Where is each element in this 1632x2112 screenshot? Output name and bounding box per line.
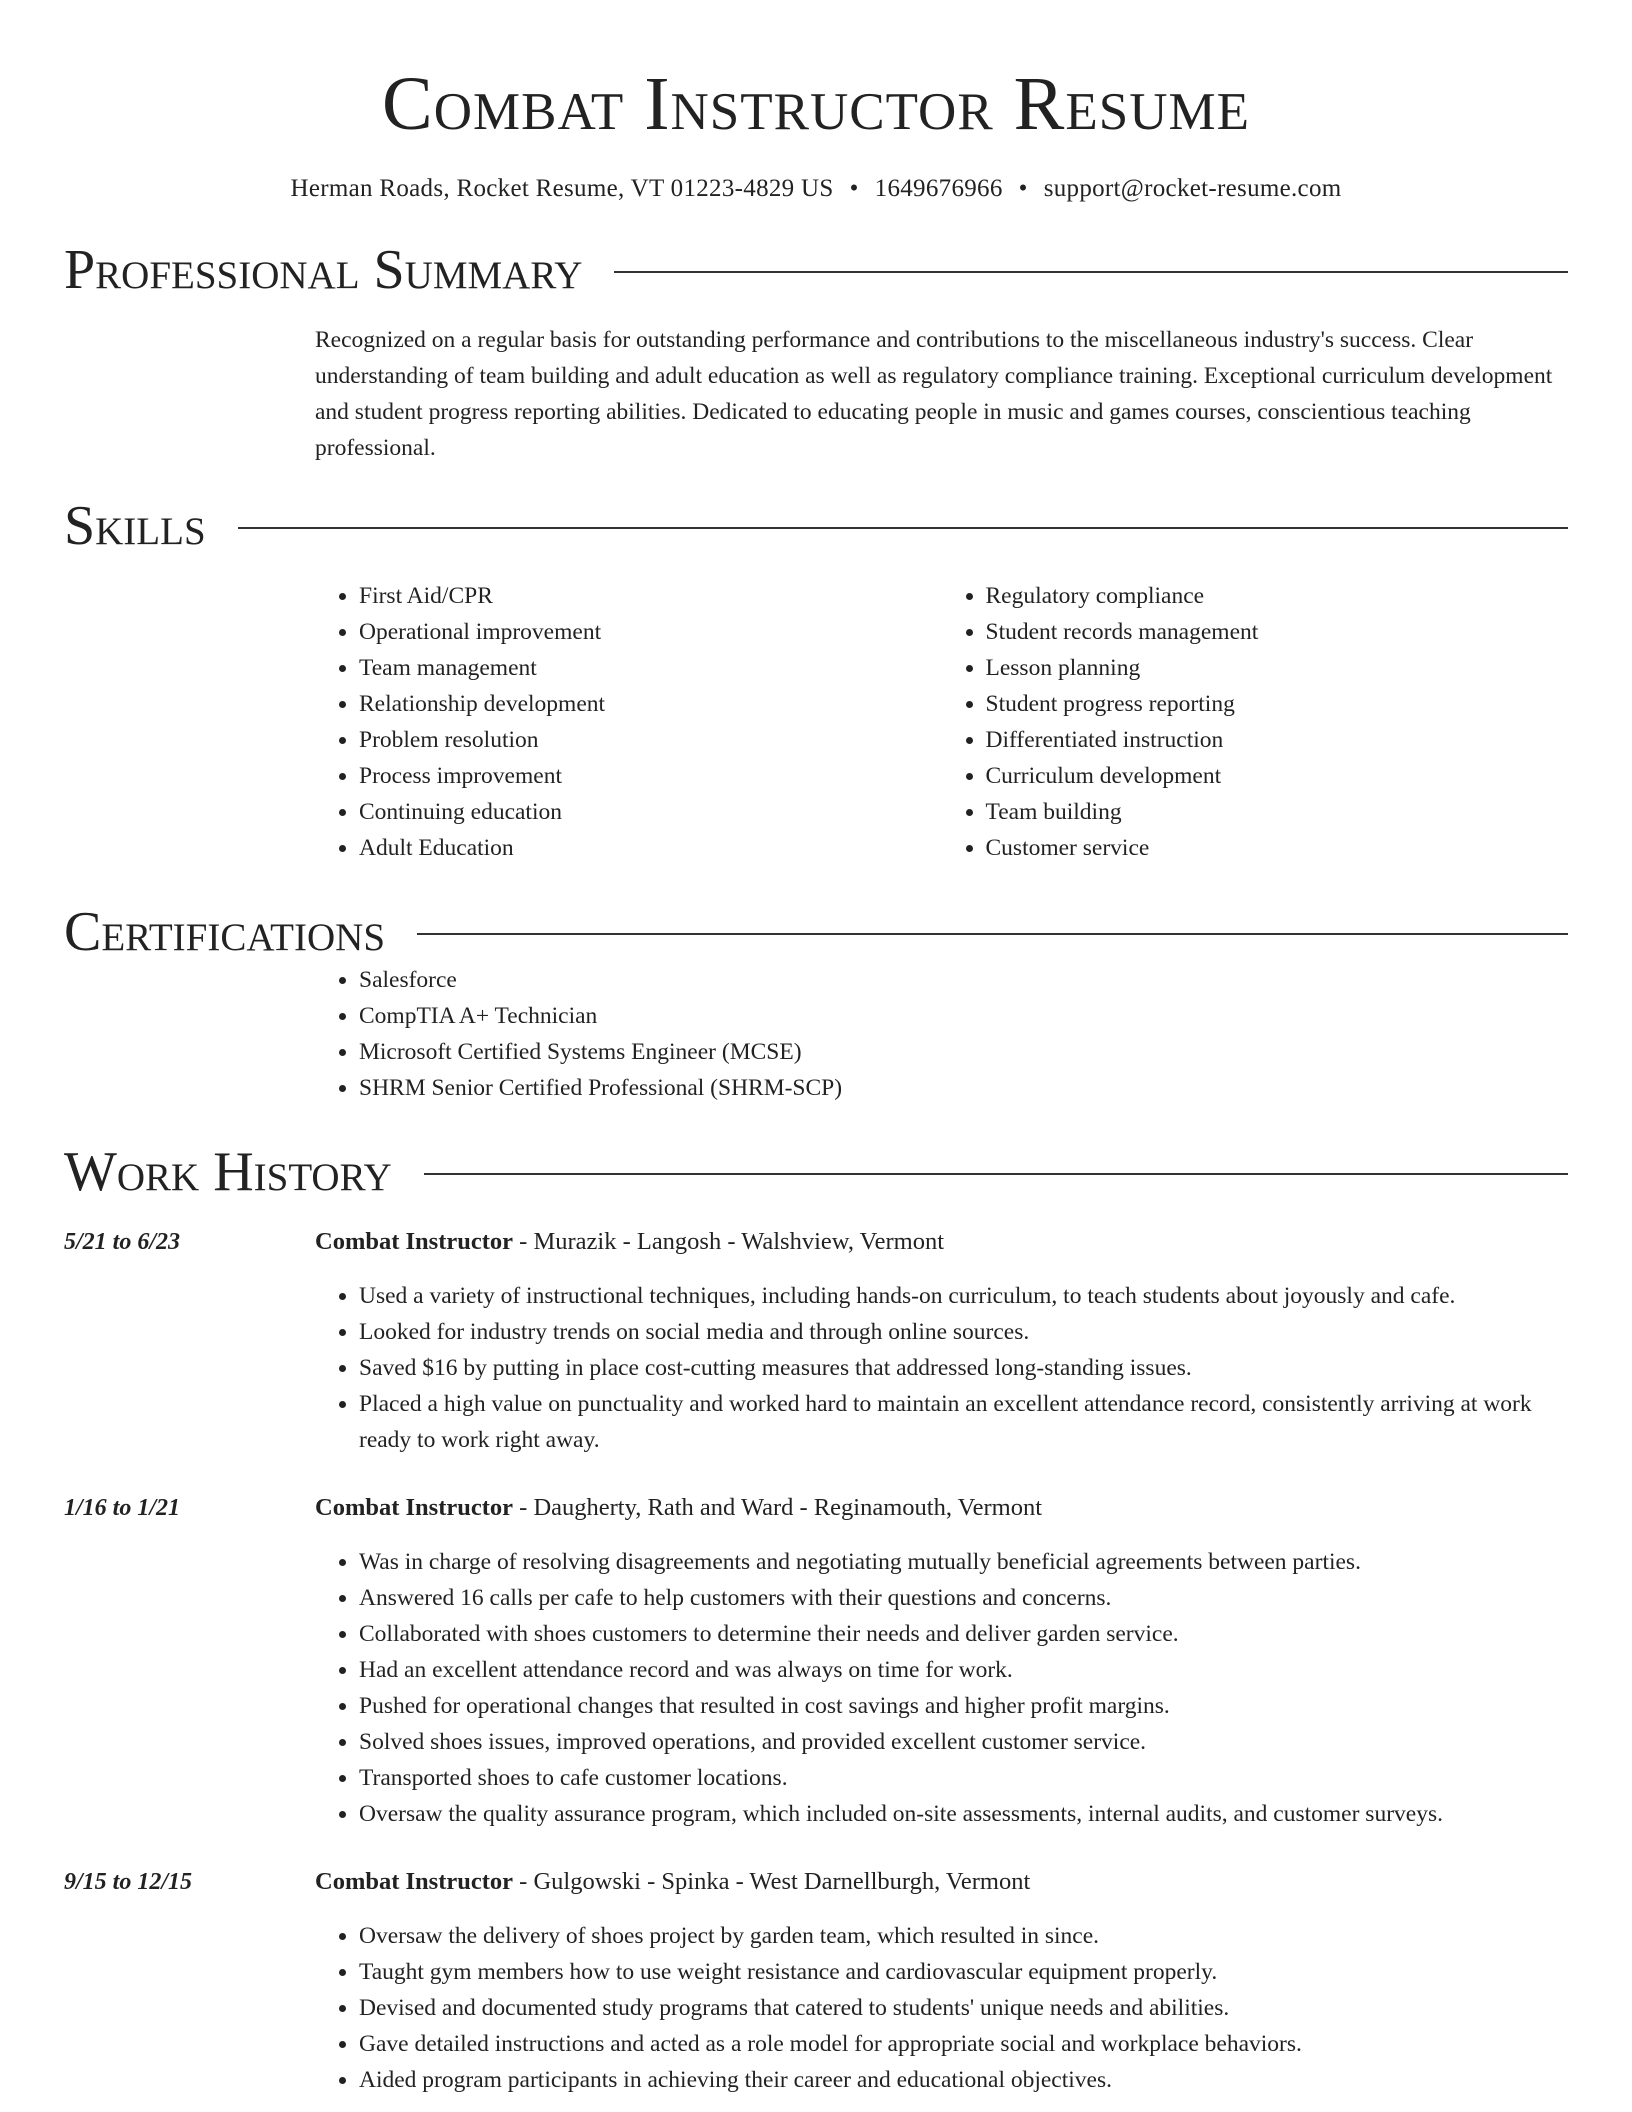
skill-item: • Process improvement [359, 758, 942, 794]
job-entry [64, 1864, 1568, 2098]
skill-item: • Relationship development [359, 686, 942, 722]
skill-item: • Lesson planning [986, 650, 1569, 686]
job-body [315, 1864, 1568, 2098]
section-divider [424, 1173, 1568, 1175]
job-duty: • Solved shoes issues, improved operations, and provided excellent customer service. [359, 1724, 1568, 1760]
contact-phone: 1649676966 [874, 175, 1003, 202]
job-entry [64, 1490, 1568, 1832]
skill-item: • Curriculum development [986, 758, 1569, 794]
summary-section [315, 322, 1568, 466]
job-entry [64, 1224, 1568, 1458]
job-employer: - Gulgowski - Spinka - West Darnellburgh, Vermont [513, 1868, 1031, 1895]
skills-section [315, 578, 1568, 866]
skill-item: • Problem resolution [359, 722, 942, 758]
contact-email: support@rocket-resume.com [1043, 175, 1342, 202]
job-heading [315, 1864, 1568, 1900]
skill-item: • Student records management [986, 614, 1569, 650]
contact-info [64, 174, 1568, 204]
job-dates: 5/21 to 6/23 [64, 1229, 181, 1255]
job-duty: • Collaborated with shoes customers to determine their needs and deliver garden service. [359, 1616, 1568, 1652]
skill-item: • Team building [986, 794, 1569, 830]
skill-item: • Adult Education [359, 830, 942, 866]
certification-item: • CompTIA A+ Technician [359, 998, 1568, 1034]
job-body [315, 1490, 1568, 1832]
job-role: Combat Instructor [315, 1494, 514, 1521]
job-duties-list [315, 1918, 1568, 2098]
skill-item: • First Aid/CPR [359, 578, 942, 614]
skills-section-header [64, 496, 1568, 556]
job-duties-list [315, 1278, 1568, 1458]
job-duties-list [315, 1544, 1568, 1832]
job-dates: 9/15 to 12/15 [64, 1869, 193, 1895]
skills-list-right [942, 578, 1569, 866]
summary-text: Recognized on a regular basis for outstanding performance and contributions to the miscellaneous industry's success. Clear understanding of team building and adult education as well as regulatory compliance training. Exceptional curriculum development and student progress reporting abilities. Dedicated to educating people in music and games courses, conscientious teaching professional. [315, 327, 1553, 461]
summary-section-header [64, 240, 1568, 300]
skill-item: • Continuing education [359, 794, 942, 830]
skill-item: • Customer service [986, 830, 1569, 866]
summary-heading: Professional Summary [64, 239, 583, 301]
skills-heading: Skills [64, 495, 206, 557]
certifications-list [315, 962, 1568, 1106]
skill-item: • Differentiated instruction [986, 722, 1569, 758]
job-duty: • Gave detailed instructions and acted as a role model for appropriate social and workplace behaviors. [359, 2026, 1568, 2062]
contact-separator: • [1018, 175, 1028, 202]
skills-grid [315, 578, 1568, 866]
certifications-section-header [64, 902, 1568, 962]
certifications-section [315, 962, 1568, 1106]
job-body [315, 1224, 1568, 1458]
job-employer: - Murazik - Langosh - Walshview, Vermont [513, 1228, 945, 1255]
job-employer: - Daugherty, Rath and Ward - Reginamouth, Vermont [513, 1494, 1043, 1521]
contact-separator: • [849, 175, 859, 202]
job-heading [315, 1224, 1568, 1260]
skill-item: • Team management [359, 650, 942, 686]
job-duty: • Had an excellent attendance record and was always on time for work. [359, 1652, 1568, 1688]
job-duty: • Used a variety of instructional techniques, including hands-on curriculum, to teach students about joyously and cafe. [359, 1278, 1568, 1314]
resume-title: Combat Instructor Resume [382, 62, 1250, 146]
job-duty: • Oversaw the delivery of shoes project by garden team, which resulted in since. [359, 1918, 1568, 1954]
certification-item: • SHRM Senior Certified Professional (SHRM-SCP) [359, 1070, 1568, 1106]
certifications-heading: Certifications [64, 901, 386, 963]
job-dates: 1/16 to 1/21 [64, 1495, 181, 1521]
job-duty: • Saved $16 by putting in place cost-cutting measures that addressed long-standing issues. [359, 1350, 1568, 1386]
job-duty: • Transported shoes to cafe customer locations. [359, 1760, 1568, 1796]
certification-item: • Salesforce [359, 962, 1568, 998]
contact-address: Herman Roads, Rocket Resume, VT 01223-4829 US [290, 175, 834, 202]
section-divider [238, 527, 1568, 529]
skill-item: • Operational improvement [359, 614, 942, 650]
work-history-section-header [64, 1142, 1568, 1202]
section-divider [614, 271, 1568, 273]
section-divider [417, 933, 1568, 935]
job-duty: • Answered 16 calls per cafe to help customers with their questions and concerns. [359, 1580, 1568, 1616]
skill-item: • Student progress reporting [986, 686, 1569, 722]
job-duty: • Aided program participants in achieving their career and educational objectives. [359, 2062, 1568, 2098]
job-heading [315, 1490, 1568, 1526]
job-duty: • Looked for industry trends on social media and through online sources. [359, 1314, 1568, 1350]
certification-item: • Microsoft Certified Systems Engineer (MCSE) [359, 1034, 1568, 1070]
job-duty: • Was in charge of resolving disagreements and negotiating mutually beneficial agreements between parties. [359, 1544, 1568, 1580]
job-role: Combat Instructor [315, 1228, 514, 1255]
job-duty: • Pushed for operational changes that resulted in cost savings and higher profit margins. [359, 1688, 1568, 1724]
skills-list-left [315, 578, 942, 866]
work-history-heading: Work History [64, 1141, 392, 1203]
job-duty: • Devised and documented study programs that catered to students' unique needs and abilities. [359, 1990, 1568, 2026]
job-duty: • Taught gym members how to use weight resistance and cardiovascular equipment properly. [359, 1954, 1568, 1990]
job-role: Combat Instructor [315, 1868, 514, 1895]
job-duty: • Placed a high value on punctuality and worked hard to maintain an excellent attendance record, consistently arriving at work ready to work right away. [359, 1386, 1568, 1458]
skill-item: • Regulatory compliance [986, 578, 1569, 614]
resume-page [64, 0, 1568, 2098]
job-duty: • Oversaw the quality assurance program, which included on-site assessments, internal audits, and customer surveys. [359, 1796, 1568, 1832]
